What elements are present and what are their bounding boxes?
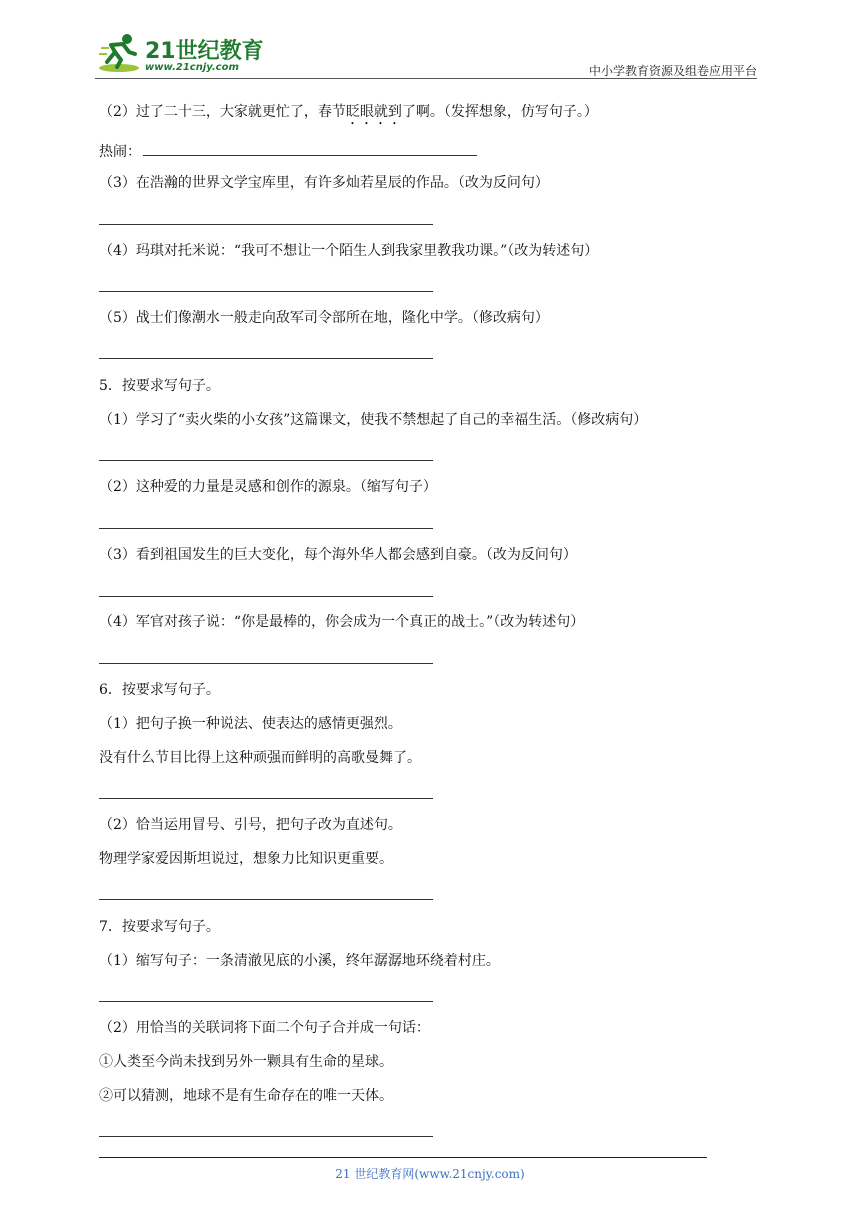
answer-blank[interactable]	[99, 358, 433, 359]
answer-blank[interactable]	[143, 141, 477, 156]
answer-blank[interactable]	[99, 460, 433, 461]
page-header	[95, 28, 757, 80]
q6-2-sentence: 物理学家爱因斯坦说过，想象力比知识更重要。	[99, 851, 393, 867]
q7-title: 7．按要求写句子。	[99, 919, 220, 935]
logo-wordmark: 21世纪教育	[145, 39, 264, 64]
answer-blank[interactable]	[99, 291, 433, 292]
answer-blank[interactable]	[99, 663, 433, 664]
q6-title: 6．按要求写句子。	[99, 682, 220, 698]
answer-blank[interactable]	[99, 528, 433, 529]
answer-blank[interactable]	[99, 1001, 433, 1002]
q7-1-prompt: （1）缩写句子：一条清澈见底的小溪，终年潺潺地环绕着村庄。	[99, 953, 500, 969]
q4-3-prompt: （3）在浩瀚的世界文学宝库里，有许多灿若星辰的作品。（改为反问句）	[99, 175, 549, 191]
q6-1-sentence: 没有什么节目比得上这种顽强而鲜明的高歌曼舞了。	[99, 750, 421, 766]
logo-url: www.21cnjy.com	[145, 62, 239, 73]
q4-5-prompt: （5）战士们像潮水一般走向敌军司令部所在地，隆化中学。（修改病句）	[99, 310, 549, 326]
q4-2-answer-row: 热闹：	[99, 141, 477, 162]
emphasis-dots: 眨眼就到	[345, 104, 402, 120]
footer-divider	[99, 1157, 707, 1158]
platform-tagline: 中小学教育资源及组卷应用平台	[588, 64, 757, 78]
page-footer: 21 世纪教育网(www.21cnjy.com)	[335, 1167, 525, 1181]
answer-blank[interactable]	[99, 899, 433, 900]
q7-2-sentence-b: ②可以猜测，地球不是有生命存在的唯一天体。	[99, 1088, 393, 1104]
q5-2-prompt: （2）这种爱的力量是灵感和创作的源泉。（缩写句子）	[99, 479, 437, 495]
q4-2-prompt: （2）过了二十三，大家就更忙了，春节眨眼就到了啊。（发挥想象，仿写句子。）	[99, 104, 598, 120]
q5-1-prompt: （1）学习了“卖火柴的小女孩”这篇课文，使我不禁想起了自己的幸福生活。（修改病句）	[99, 412, 648, 428]
q7-2-sentence-a: ①人类至今尚未找到另外一颗具有生命的星球。	[99, 1054, 393, 1070]
q5-3-prompt: （3）看到祖国发生的巨大变化，每个海外华人都会感到自豪。（改为反问句）	[99, 547, 577, 563]
answer-blank[interactable]	[99, 596, 433, 597]
answer-blank[interactable]	[99, 1136, 433, 1137]
runner-logo-icon	[97, 32, 141, 74]
header-divider	[95, 78, 757, 79]
q6-2-prompt: （2）恰当运用冒号、引号，把句子改为直述句。	[99, 817, 402, 833]
q7-2-prompt: （2）用恰当的关联词将下面二个句子合并成一句话：	[99, 1020, 430, 1036]
q5-title: 5．按要求写句子。	[99, 378, 220, 394]
q5-4-prompt: （4）军官对孩子说：“你是最棒的，你会成为一个真正的战士。”（改为转述句）	[99, 614, 585, 630]
answer-blank[interactable]	[99, 798, 433, 799]
site-logo	[95, 28, 265, 78]
answer-blank[interactable]	[99, 224, 433, 225]
q4-4-prompt: （4）玛琪对托米说：“我可不想让一个陌生人到我家里教我功课。”（改为转述句）	[99, 243, 599, 259]
q6-1-prompt: （1）把句子换一种说法、使表达的感情更强烈。	[99, 716, 402, 732]
